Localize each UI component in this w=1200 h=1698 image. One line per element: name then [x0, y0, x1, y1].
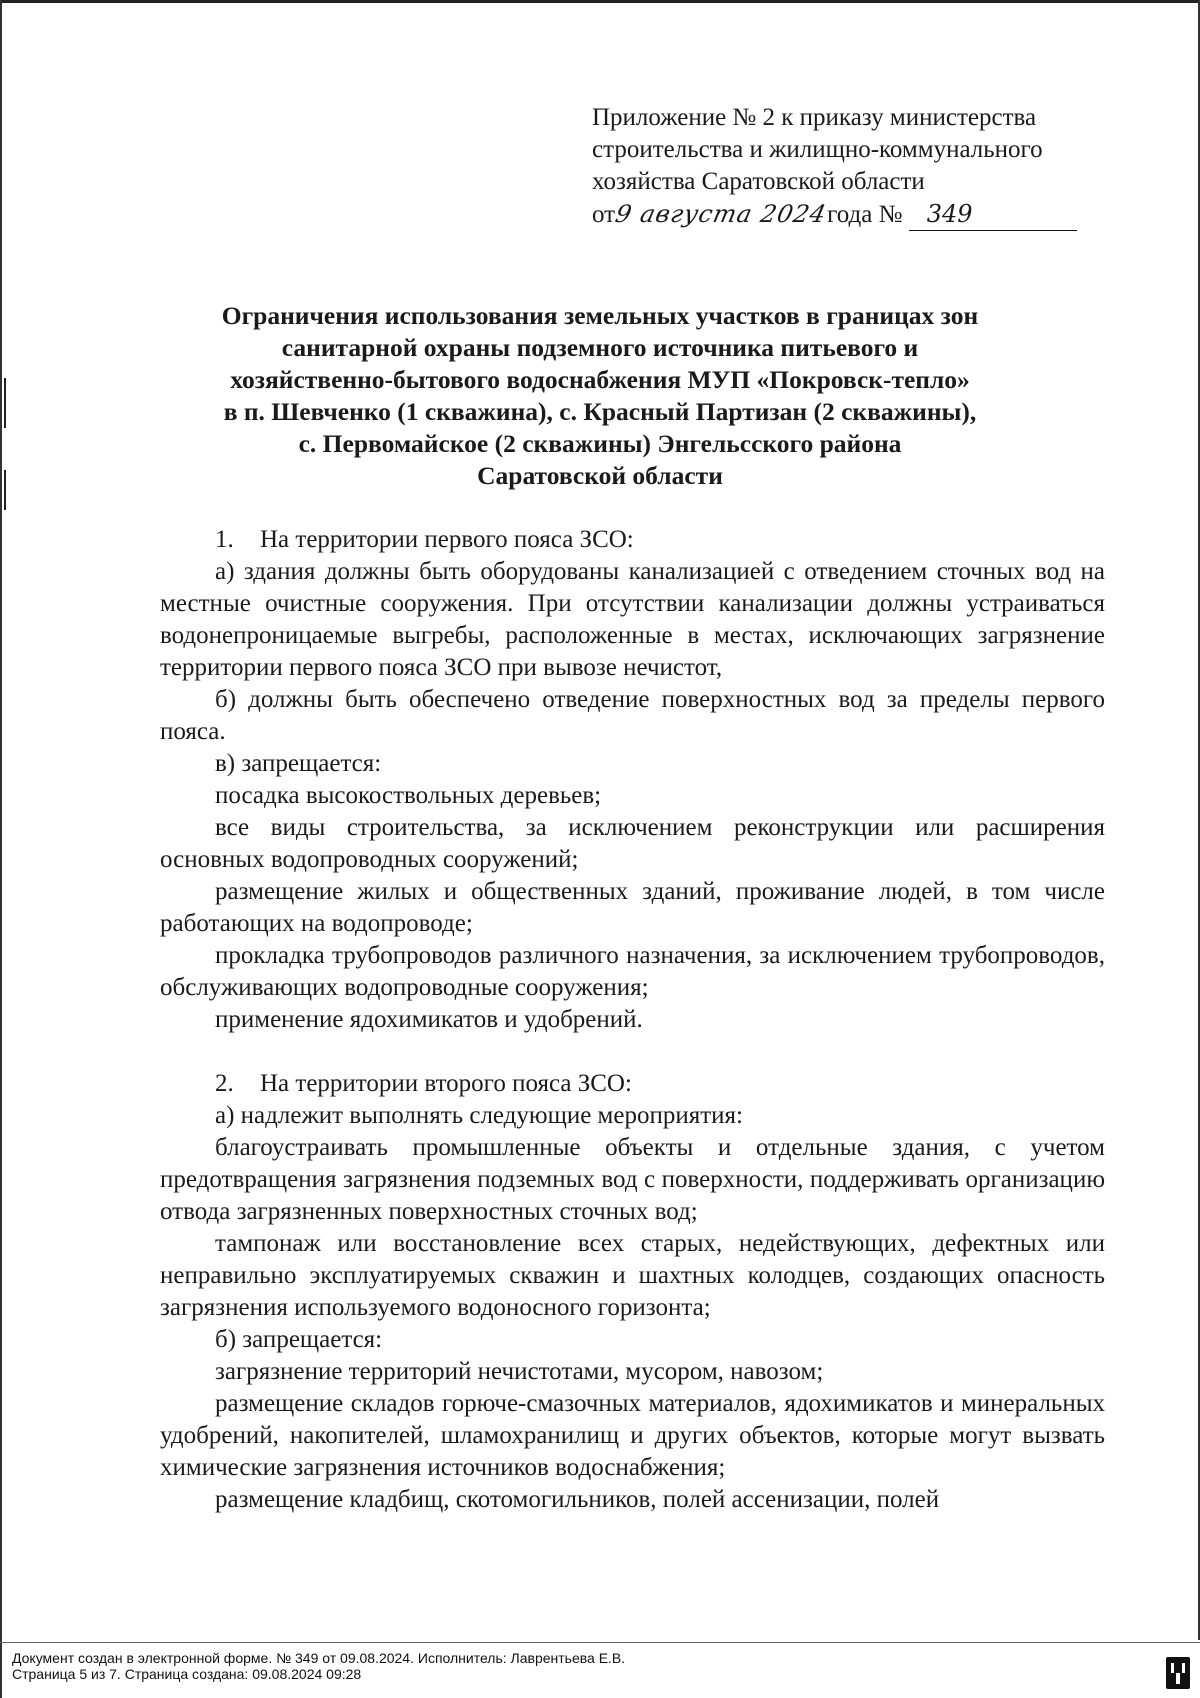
handwritten-date: 9 августа 2024	[612, 200, 830, 228]
paragraph: размещение жилых и общественных зданий, проживание людей, в том числе работающих на водопроводе;	[160, 878, 1105, 937]
section-heading-text: На территории второго пояса ЗСО:	[260, 1070, 632, 1097]
footer-line: Документ создан в электронной форме. № 349 от 09.08.2024. Исполнитель: Лаврентьева Е.В.	[12, 1650, 626, 1666]
paragraph: б) должны быть обеспечено отведение поверхностных вод за пределы первого пояса.	[160, 686, 1105, 745]
paragraph: размещение складов горюче-смазочных материалов, ядохимикатов и минеральных удобрений, накопителей, шламохранилищ и других объектов, которые могут вызвать химические загрязнения источников водоснабжения;	[160, 1390, 1105, 1481]
paragraph: посадка высокоствольных деревьев;	[215, 782, 602, 809]
title-line: санитарной охраны подземного источника питьевого и	[281, 333, 919, 362]
paragraph: б) запрещается:	[215, 1326, 383, 1353]
ot-label: от	[592, 201, 616, 228]
footer-divider	[0, 1642, 1200, 1643]
title-line: Ограничения использования земельных участков в границах зон	[221, 301, 979, 330]
goda-number-label: года №	[827, 201, 903, 228]
section-heading	[160, 524, 1105, 556]
title-line: хозяйственно-бытового водоснабжения МУП «Покровск-тепло»	[230, 365, 970, 394]
document-body	[160, 524, 1105, 1516]
scan-edge-mark	[4, 378, 6, 428]
paragraph: тампонаж или восстановление всех старых, недействующих, дефектных или неправильно эксплуатируемых скважин и шахтных колодцев, создающих опасность загрязнения используемого водоносного горизонта;	[160, 1230, 1105, 1321]
title-line: Саратовской области	[477, 461, 723, 490]
section-number: 2.	[215, 1070, 234, 1097]
paragraph: а) здания должны быть оборудованы канализацией с отведением сточных вод на местные очистные сооружения. При отсутствии канализации должны устраиваться водонепроницаемые выгребы, расположенные в местах, исключающих загрязнение территории первого пояса ЗСО при вывозе нечистот,	[160, 558, 1105, 681]
appendix-line: хозяйства Саратовской области	[592, 168, 925, 195]
paragraph: размещение кладбищ, скотомогильников, полей ассенизации, полей	[215, 1486, 940, 1513]
document-title	[150, 300, 1050, 492]
section-heading-text: На территории первого пояса ЗСО:	[260, 526, 634, 553]
paragraph: а) надлежит выполнять следующие мероприятия:	[215, 1102, 743, 1129]
paragraph: в) запрещается:	[215, 750, 382, 777]
footer	[12, 1650, 625, 1682]
appendix-line: строительства и жилищно-коммунального	[592, 136, 1043, 163]
document-system-logo-icon	[1166, 1657, 1190, 1689]
paragraph: все виды строительства, за исключением реконструкции или расширения основных водопроводных сооружений;	[160, 814, 1105, 873]
footer-line: Страница 5 из 7. Страница создана: 09.08.2024 09:28	[12, 1666, 362, 1682]
paragraph: применение ядохимикатов и удобрений.	[215, 1006, 643, 1033]
section-heading	[160, 1068, 1105, 1100]
scan-border-top	[0, 0, 1200, 3]
paragraph: загрязнение территорий нечистотами, мусором, навозом;	[215, 1358, 824, 1385]
paragraph: благоустраивать промышленные объекты и отдельные здания, с учетом предотвращения загрязнения подземных вод с поверхности, поддерживать организацию отвода загрязненных поверхностных сточных вод;	[160, 1134, 1105, 1225]
appendix-header	[592, 102, 1112, 231]
section-number: 1.	[215, 526, 234, 553]
paragraph: прокладка трубопроводов различного назначения, за исключением трубопроводов, обслуживающих водопроводные сооружения;	[160, 942, 1105, 1001]
handwritten-number: 349	[909, 198, 1077, 231]
appendix-date-line	[592, 198, 1112, 231]
scan-border-left	[0, 0, 2, 1698]
title-line: в п. Шевченко (1 скважина), с. Красный Партизан (2 скважины),	[223, 397, 977, 426]
title-line: с. Первомайское (2 скважины) Энгельсского района	[298, 429, 902, 458]
scan-edge-mark	[4, 470, 6, 510]
appendix-line: Приложение № 2 к приказу министерства	[592, 104, 1037, 131]
